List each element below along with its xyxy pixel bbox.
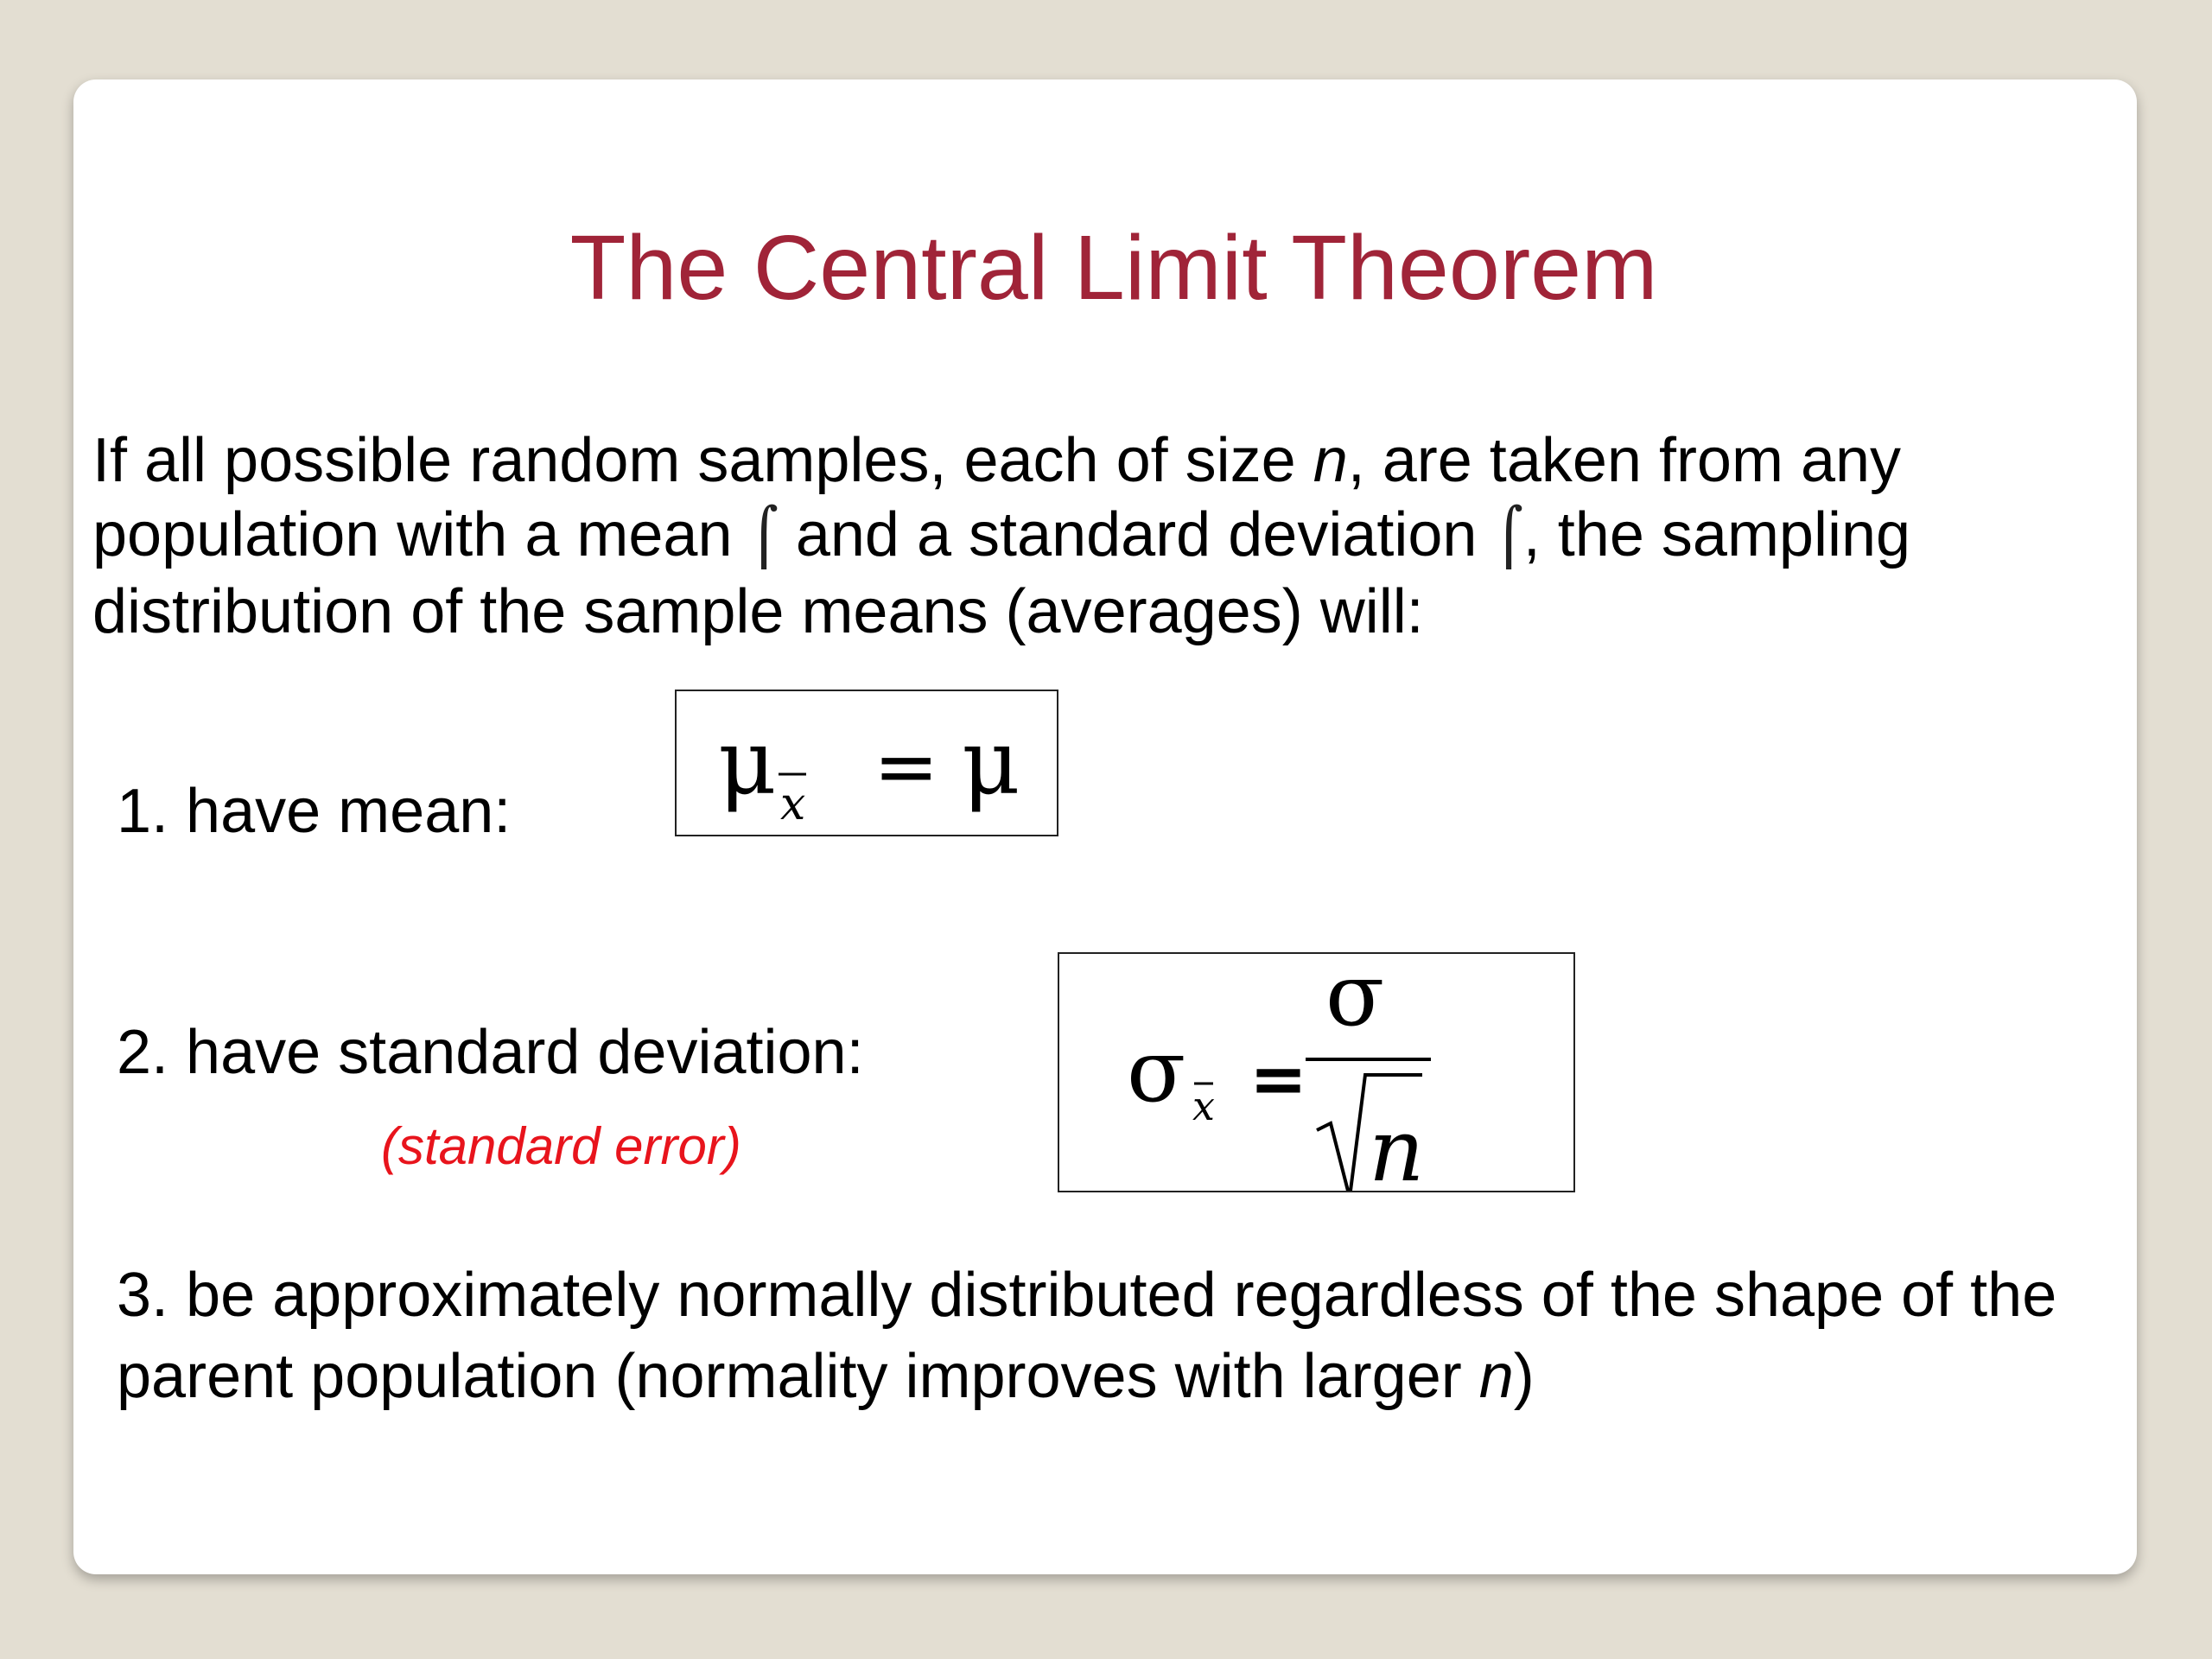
standard-error-formula-box	[1058, 952, 1575, 1192]
formula-equals: =	[874, 721, 939, 812]
mean-formula	[677, 691, 1057, 835]
formula-mu-lhs: μ	[718, 709, 777, 815]
mean-symbol-glyph: ⌠	[749, 505, 779, 569]
formula-mu-rhs: μ	[962, 709, 1020, 815]
formula-n-denominator: n	[1369, 1100, 1425, 1191]
standard-error-formula	[1059, 954, 1573, 1191]
item-have-standard-deviation: 2. have standard deviation:	[117, 1018, 864, 1087]
mean-formula-box	[675, 690, 1058, 836]
formula-sigma-subscript: x	[1192, 1083, 1215, 1129]
formula-equals: =	[1249, 1039, 1308, 1119]
sample-size-variable: n	[1478, 1342, 1514, 1411]
item-have-mean: 1. have mean:	[117, 777, 512, 846]
sample-size-variable: n	[1313, 426, 1348, 495]
formula-mu-subscript: x	[780, 779, 806, 830]
intro-paragraph: If all possible random samples, each of size n, are taken from any population with a mean ⌠ and a standard deviation ⌠, the sampling distribution of the sample means (averages) will:	[92, 426, 1911, 646]
sd-symbol-glyph: ⌠	[1494, 505, 1523, 569]
standard-error-note: (standard error)	[381, 1117, 741, 1175]
slide-title: The Central Limit Theorem	[569, 217, 1658, 319]
formula-sigma-numerator: σ	[1325, 954, 1385, 1046]
formula-sigma-lhs: σ	[1127, 1020, 1186, 1122]
item-approximately-normal: 3. be approximately normally distributed regardless of the shape of the parent population (normality improves with larger n)	[117, 1261, 2057, 1411]
slide	[73, 79, 2137, 1574]
